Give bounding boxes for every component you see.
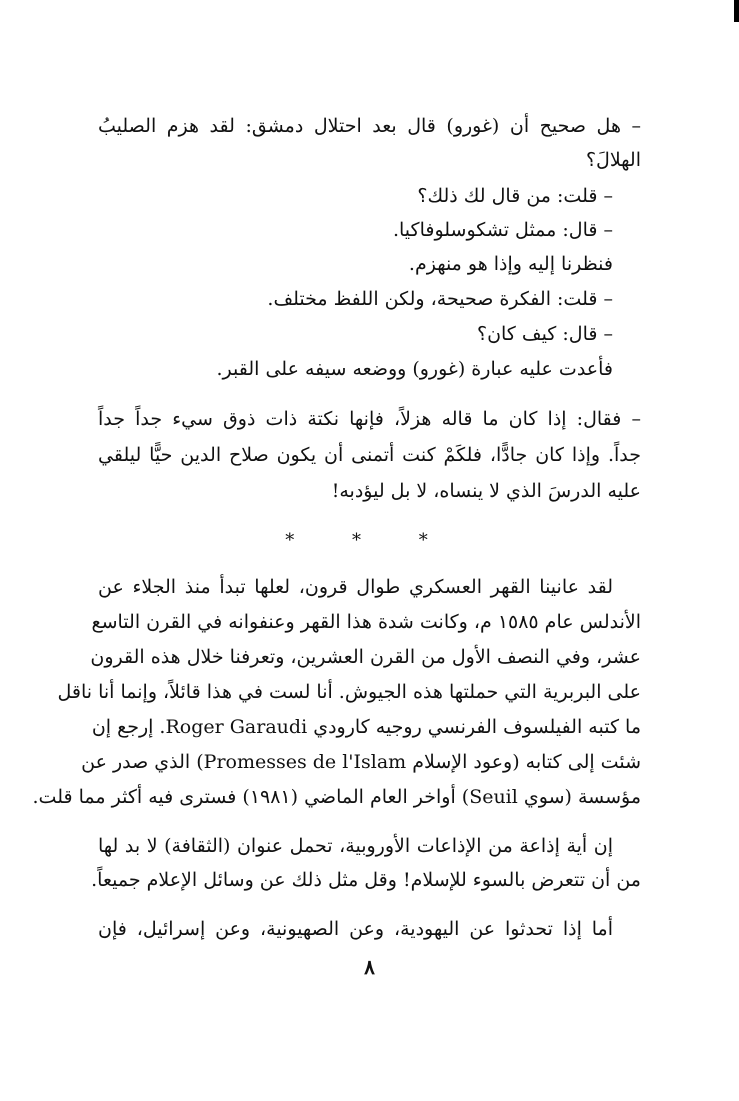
- text-line: فأعدت عليه عبارة (غورو) ووضعه سيفه على القبر.: [216, 358, 613, 380]
- text-line: من أن تتعرض بالسوء للإسلام! وقل مثل ذلك عن وسائل الإعلام جميعاً.: [91, 869, 641, 891]
- text-line: لقد عانينا القهر العسكري طوال قرون، لعلها تبدأ منذ الجلاء عن: [98, 576, 613, 598]
- text-line: عليه الدرسَ الذي لا ينساه، لا بل ليؤدبه!: [331, 480, 641, 502]
- text-line: شئت إلى كتابه (وعود الإسلام Promesses de l'Islam) الذي صدر عن: [81, 751, 641, 773]
- section-separator: * * *: [285, 530, 454, 551]
- page-edge-mark: [734, 0, 739, 22]
- text-line: – قال: كيف كان؟: [476, 323, 613, 345]
- text-line: أما إذا تحدثوا عن اليهودية، وعن الصهيونية، وعن إسرائيل، فإن: [98, 918, 613, 940]
- text-line: عشر، وفي النصف الأول من القرن العشرين، وتعرفنا خلال هذه القرون: [90, 646, 641, 668]
- text-line: على البربرية التي حملتها هذه الجيوش. أنا لست في هذا قائلاً، وإنما أنا ناقل: [57, 681, 641, 703]
- text-line: جداً. وإذا كان جادًّا، فلكَمْ كنت أتمنى أن يكون صلاح الدين حيًّا ليلقي: [98, 444, 641, 466]
- text-line: – قلت: الفكرة صحيحة، ولكن اللفظ مختلف.: [267, 288, 613, 310]
- text-line: إن أية إذاعة من الإذاعات الأوروبية، تحمل عنوان (الثقافة) لا بد لها: [98, 835, 613, 857]
- text-line: – فقال: إذا كان ما قاله هزلاً، فإنها نكتة ذات ذوق سيء جداً جداً: [98, 408, 641, 430]
- text-line: – قلت: من قال لك ذلك؟: [417, 185, 613, 207]
- text-line: الأندلس عام ١٥٨٥ م، وكانت شدة هذا القهر وعنفوانه في القرن التاسع: [91, 611, 641, 633]
- text-line: – هل صحيح أن (غورو) قال بعد احتلال دمشق: لقد هزم الصليبُ: [98, 115, 641, 137]
- text-line: ما كتبه الفيلسوف الفرنسي روجيه كارودي Roger Garaudi. إرجع إن: [91, 716, 641, 738]
- text-line: فنظرنا إليه وإذا هو منهزم.: [408, 253, 613, 275]
- text-line: الهلالَ؟: [585, 149, 641, 171]
- text-line: مؤسسة (سوي Seuil) أواخر العام الماضي (١٩٨١) فسترى فيه أكثر مما قلت.: [32, 786, 641, 808]
- text-line: – قال: ممثل تشكوسلوفاكيا.: [392, 219, 613, 241]
- page-number: ٨: [364, 955, 375, 979]
